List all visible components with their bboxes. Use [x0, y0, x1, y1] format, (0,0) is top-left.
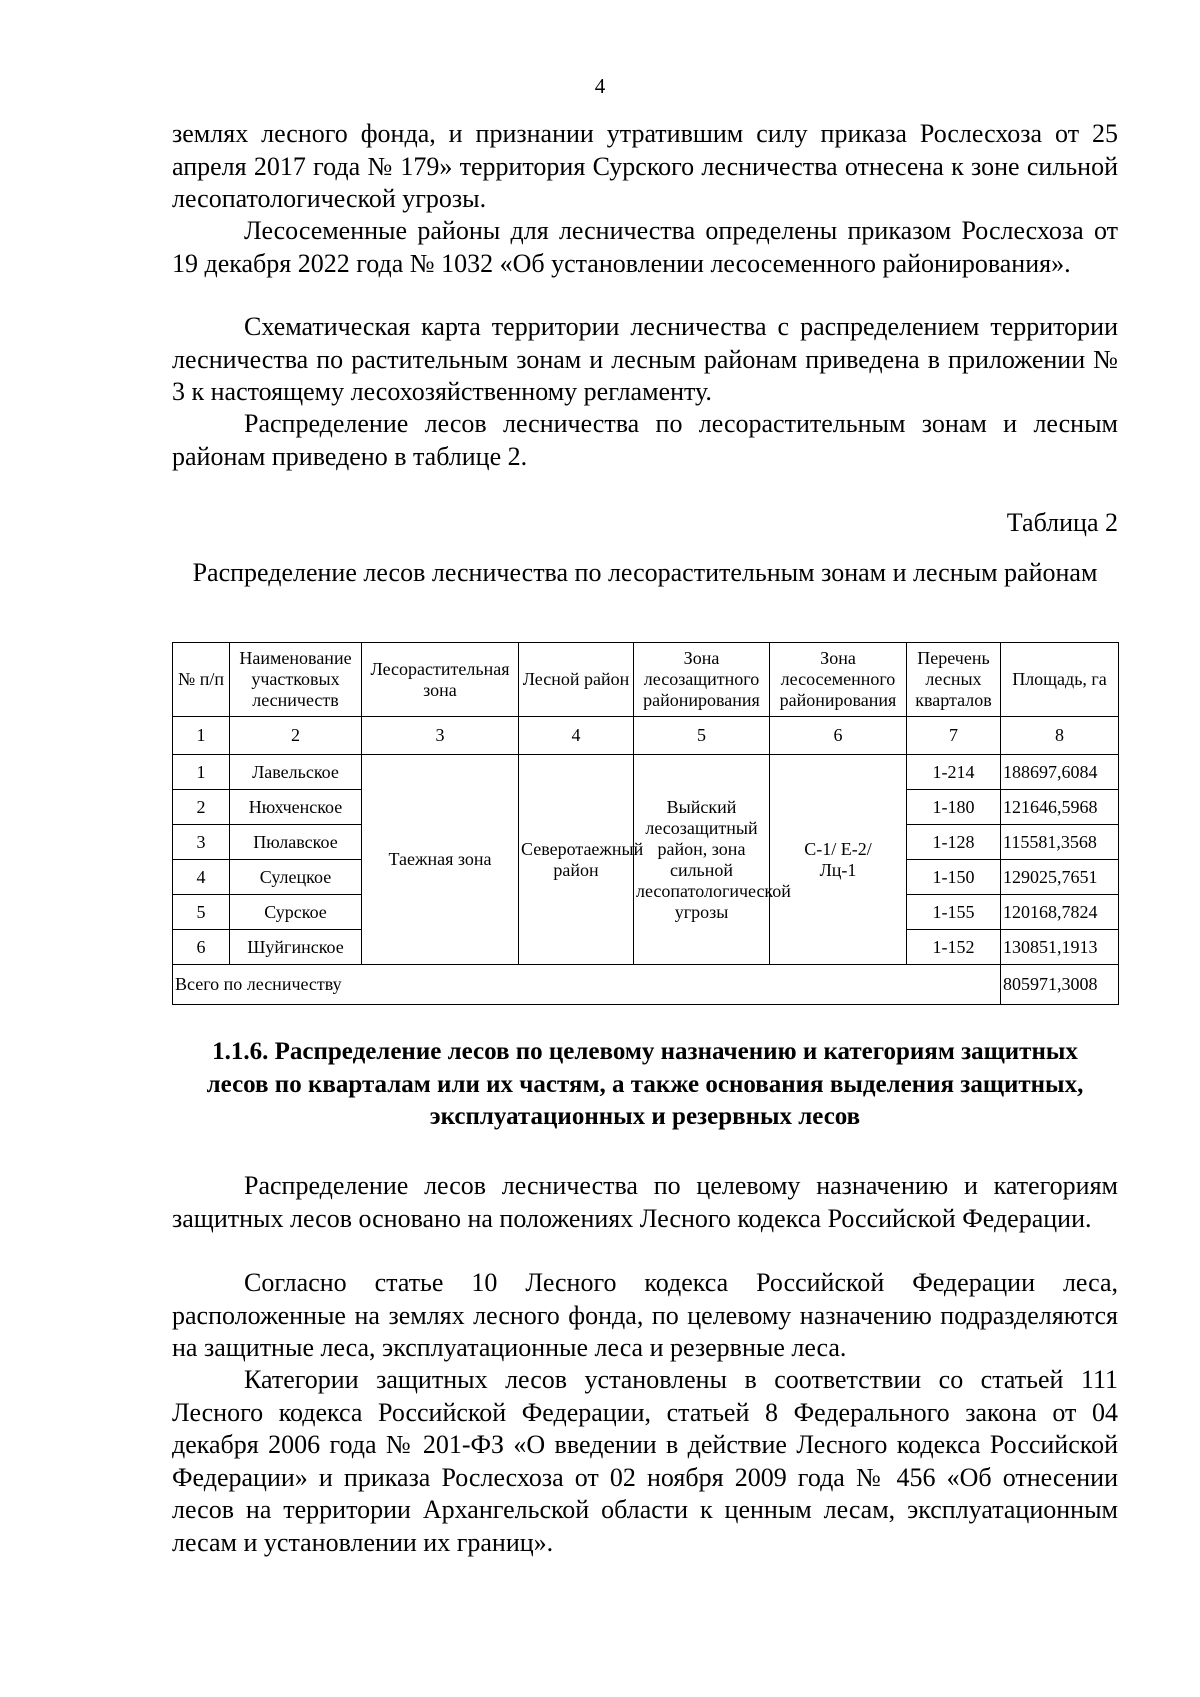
row-number: 1 [173, 755, 230, 790]
area-value: 130851,1913 [1001, 930, 1119, 965]
header-cell: Зона лесозащитного районирования [634, 643, 770, 717]
header-cell: Площадь, га [1001, 643, 1119, 717]
row-number: 6 [173, 930, 230, 965]
area-value: 121646,5968 [1001, 790, 1119, 825]
protection-zone-cell: Выйский лесозащитный район, зона сильной лесопатологической угрозы [634, 755, 770, 965]
forestry-name: Сурское [230, 895, 362, 930]
column-number: 5 [634, 717, 770, 755]
row-number: 2 [173, 790, 230, 825]
quarters-range: 1-150 [907, 860, 1001, 895]
column-number: 2 [230, 717, 362, 755]
area-value: 129025,7651 [1001, 860, 1119, 895]
forestry-name: Шуйгинское [230, 930, 362, 965]
row-number: 5 [173, 895, 230, 930]
column-number: 8 [1001, 717, 1119, 755]
quarters-range: 1-155 [907, 895, 1001, 930]
table-title: Распределение лесов лесничества по лесорастительным зонам и лесным районам [192, 558, 1098, 587]
column-number: 6 [770, 717, 907, 755]
forest-distribution-table [172, 642, 1119, 1005]
section-paragraph-1: Распределение лесов лесничества по целевому назначению и категориям защитных лесов основано на положениях Лесного кодекса Российской Федерации. [172, 1171, 1118, 1233]
intro-paragraph-1: землях лесного фонда, и признании утратившим силу приказа Рослесхоза от 25 апреля 2017 года № 179» территория Сурского лесничества отнесена к зоне сильной лесопатологической угрозы. [172, 119, 1118, 213]
table-label: Таблица 2 [1006, 508, 1118, 537]
column-number: 4 [519, 717, 634, 755]
quarters-range: 1-214 [907, 755, 1001, 790]
section-paragraph-3: Категории защитных лесов установлены в соответствии со статьей 111 Лесного кодекса Российской Федерации, статьей 8 Федерального закона от 04 декабря 2006 года № 201-ФЗ «О введении в действие Лесного кодекса Российской Федерации» и приказа Рослесхоза от 02 ноября 2009 года № 456 «Об отнесении лесов на территории Архангельской области к ценным лесам, эксплуатационным лесам и установлении их границ». [172, 1365, 1118, 1557]
row-number: 3 [173, 825, 230, 860]
header-cell: Наименование участковых лесничеств [230, 643, 362, 717]
page-number: 4 [594, 74, 606, 98]
header-cell: Перечень лесных кварталов [907, 643, 1001, 717]
forestry-name: Пюлавское [230, 825, 362, 860]
intro-paragraph-2: Лесосеменные районы для лесничества определены приказом Рослесхоза от 19 декабря 2022 года № 1032 «Об установлении лесосеменного районирования». [172, 216, 1118, 278]
header-cell: Зона лесосеменного районирования [770, 643, 907, 717]
total-area: 805971,3008 [1001, 965, 1119, 1005]
seed-zone-cell: С-1/ Е-2/ Лц-1 [770, 755, 907, 965]
column-number-row [173, 717, 1119, 755]
vegetation-zone-cell: Таежная зона [362, 755, 519, 965]
column-number: 3 [362, 717, 519, 755]
forestry-name: Лавельское [230, 755, 362, 790]
section-heading: 1.1.6. Распределение лесов по целевому назначению и категориям защитных лесов по кварталам или их частям, а также основания выделения защитных, эксплуатационных и резервных лесов [206, 1038, 1084, 1130]
quarters-range: 1-128 [907, 825, 1001, 860]
forestry-name: Нюхченское [230, 790, 362, 825]
quarters-range: 1-152 [907, 930, 1001, 965]
area-value: 188697,6084 [1001, 755, 1119, 790]
table-row [173, 755, 1119, 790]
intro-paragraph-4: Распределение лесов лесничества по лесорастительным зонам и лесным районам приведено в таблице 2. [172, 409, 1118, 471]
forest-district-cell: Северотаежный район [519, 755, 634, 965]
column-number: 1 [173, 717, 230, 755]
table-header-row [173, 643, 1119, 717]
total-row [173, 965, 1119, 1005]
header-cell: Лесной район [519, 643, 634, 717]
area-value: 120168,7824 [1001, 895, 1119, 930]
total-label: Всего по лесничеству [173, 965, 1001, 1005]
header-cell: Лесорастительная зона [362, 643, 519, 717]
header-cell: № п/п [173, 643, 230, 717]
column-number: 7 [907, 717, 1001, 755]
area-value: 115581,3568 [1001, 825, 1119, 860]
intro-paragraph-3: Схематическая карта территории лесничества с распределением территории лесничества по растительным зонам и лесным районам приведена в приложении № 3 к настоящему лесохозяйственному регламенту. [172, 312, 1118, 406]
row-number: 4 [173, 860, 230, 895]
quarters-range: 1-180 [907, 790, 1001, 825]
forestry-name: Сулецкое [230, 860, 362, 895]
section-paragraph-2: Согласно статье 10 Лесного кодекса Российской Федерации леса, расположенные на землях лесного фонда, по целевому назначению подразделяются на защитные леса, эксплуатационные леса и резервные леса. [172, 1268, 1118, 1362]
